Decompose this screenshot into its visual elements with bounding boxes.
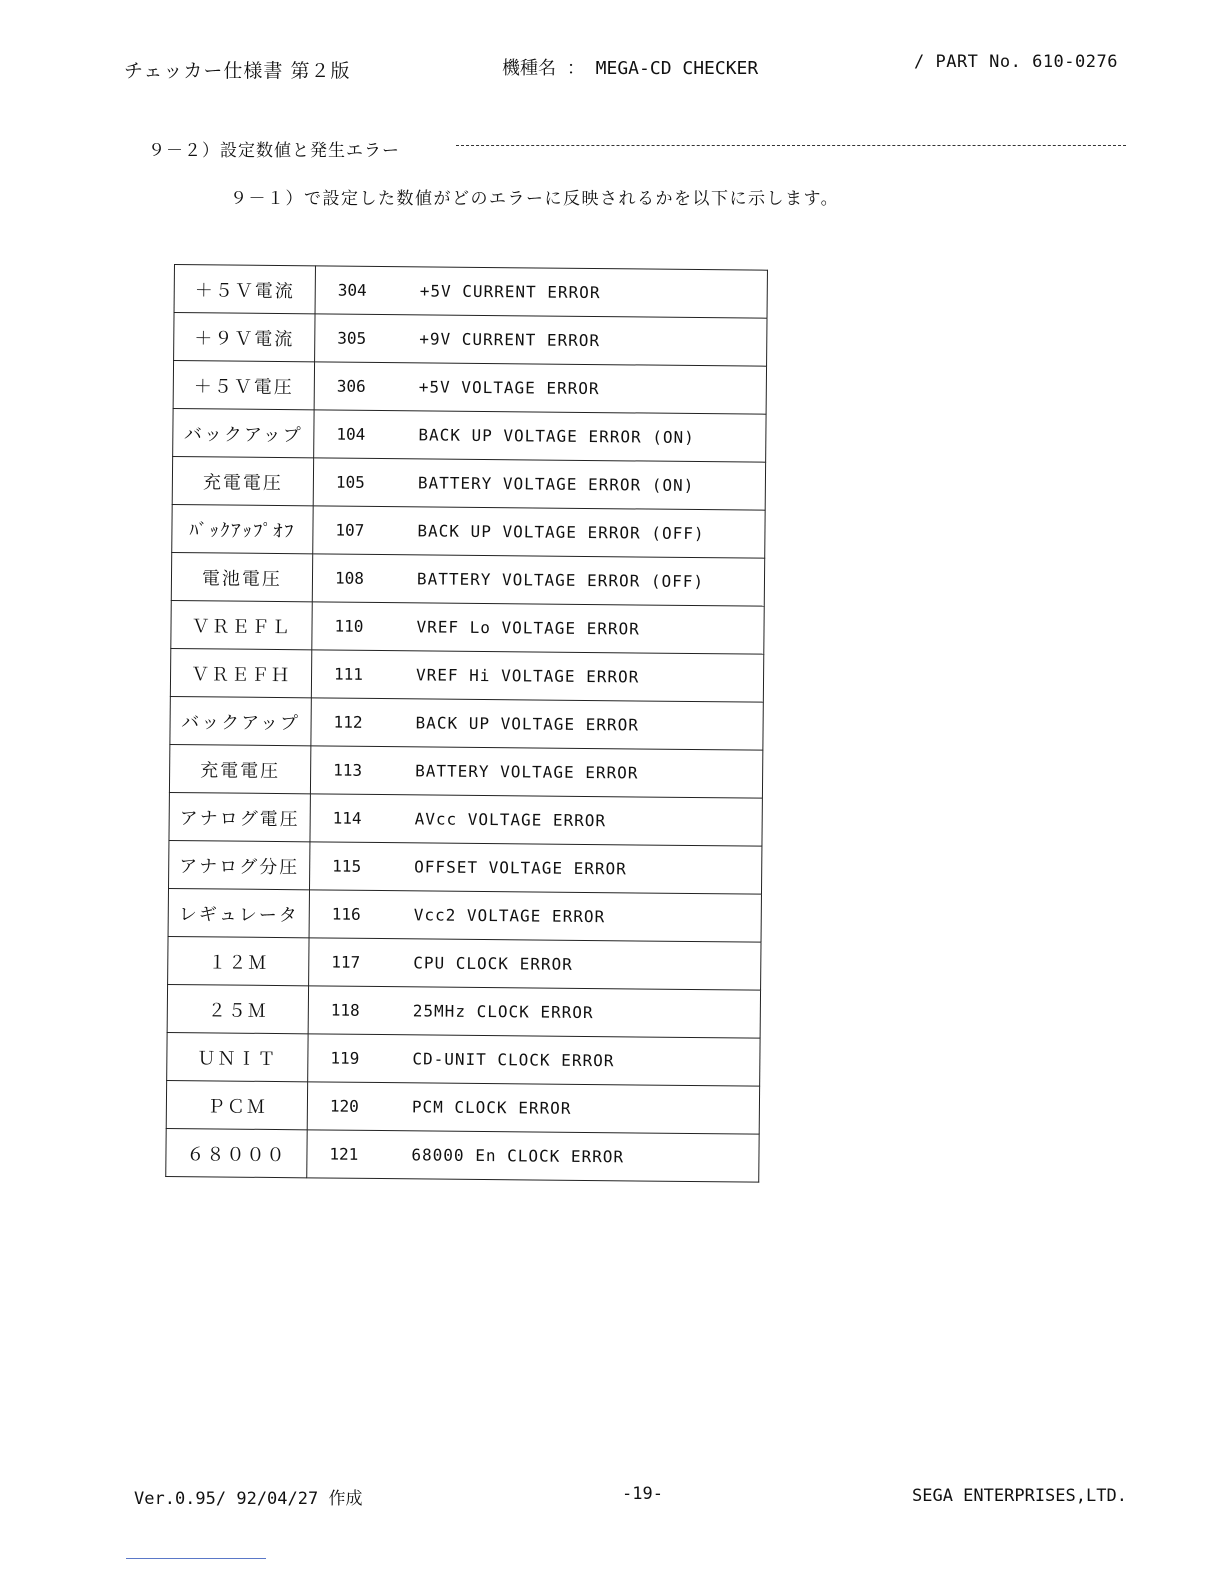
error-message: BATTERY VOLTAGE ERROR (ON): [417, 473, 695, 496]
setting-name-cell: ﾊﾞｯｸｱｯﾌﾟｵﾌ: [172, 504, 313, 553]
table-row: [171, 600, 764, 654]
table-row: [166, 1080, 759, 1134]
error-message: 68000 En CLOCK ERROR: [411, 1145, 625, 1167]
error-cell: [308, 1034, 760, 1086]
setting-name-cell: 充電電圧: [172, 456, 313, 505]
error-code: 306: [336, 376, 366, 396]
table-row: [169, 792, 762, 846]
error-code: 110: [334, 616, 364, 636]
error-cell: [311, 650, 763, 702]
intro-text: ９－１）で設定した数値がどのエラーに反映されるかを以下に示します。: [230, 189, 840, 209]
setting-name-cell: ＶＲＥＦＨ: [170, 648, 311, 697]
error-message: 25MHz CLOCK ERROR: [412, 1001, 594, 1023]
section-heading: ９－２）設定数値と発生エラー: [148, 141, 400, 161]
setting-name-cell: バックアップ: [170, 696, 311, 745]
error-code: 118: [330, 1000, 360, 1020]
error-cell: [310, 746, 762, 798]
setting-name-cell: ＋５Ｖ電流: [174, 265, 315, 314]
footer-line: [126, 1558, 266, 1559]
error-cell: [315, 266, 767, 318]
setting-name-cell: ２５Ｍ: [167, 984, 308, 1033]
table-row: [174, 265, 767, 319]
setting-name-cell: バックアップ: [173, 408, 314, 457]
error-code: 119: [330, 1048, 360, 1068]
table-row: [166, 1128, 759, 1182]
error-code: 112: [333, 712, 363, 732]
setting-name-cell: 充電電圧: [169, 744, 310, 793]
error-cell: [311, 698, 763, 750]
error-cell: [308, 986, 760, 1038]
table-row: [170, 696, 763, 750]
setting-name-cell: ６８０００: [166, 1128, 307, 1177]
error-code: 104: [336, 424, 366, 444]
table-row: [172, 456, 765, 510]
table-row: [170, 648, 763, 702]
error-code: 105: [335, 472, 365, 492]
error-message: CD-UNIT CLOCK ERROR: [412, 1049, 615, 1071]
error-code: 108: [334, 568, 364, 588]
error-code: 116: [331, 904, 361, 924]
setting-name-cell: ＶＲＥＦＬ: [171, 600, 312, 649]
error-code: 117: [331, 952, 361, 972]
table-row: [169, 840, 762, 894]
error-code: 107: [335, 520, 365, 540]
table-row: [167, 984, 760, 1038]
error-message: VREF Lo VOLTAGE ERROR: [416, 617, 640, 639]
error-table: [165, 264, 768, 1183]
error-message: +9V CURRENT ERROR: [419, 329, 601, 351]
error-message: BATTERY VOLTAGE ERROR (OFF): [416, 569, 705, 592]
table-row: [168, 888, 761, 942]
company-name: SEGA ENTERPRISES,LTD.: [912, 1486, 1127, 1506]
document-title: チェッカー仕様書 第２版: [124, 60, 351, 82]
setting-name-cell: ＋５Ｖ電圧: [173, 361, 314, 410]
model-name: 機種名 ： MEGA-CD CHECKER: [502, 58, 759, 79]
part-number: / PART No. 610-0276: [914, 52, 1118, 72]
error-cell: [312, 554, 764, 606]
error-cell: [314, 410, 766, 462]
error-cell: [309, 842, 761, 894]
table-row: [167, 1032, 760, 1086]
error-code: 114: [332, 808, 362, 828]
error-message: +5V CURRENT ERROR: [419, 281, 601, 303]
footer-version: Ver.0.95/ 92/04/27 作成: [134, 1489, 363, 1509]
error-cell: [307, 1082, 759, 1134]
setting-name-cell: １２Ｍ: [168, 936, 309, 985]
table-row: [171, 552, 764, 606]
table-row: [168, 936, 761, 990]
setting-name-cell: アナログ電圧: [169, 792, 310, 841]
table-row: [172, 504, 765, 558]
table-row: [173, 361, 766, 415]
error-cell: [315, 314, 767, 366]
setting-name-cell: 電池電圧: [171, 552, 312, 601]
error-code: 111: [333, 664, 364, 684]
setting-name-cell: ＋９Ｖ電流: [174, 313, 315, 362]
table-row: [173, 408, 766, 462]
error-table-body: [166, 265, 768, 1183]
error-message: OFFSET VOLTAGE ERROR: [414, 857, 627, 879]
error-message: BACK UP VOLTAGE ERROR (ON): [418, 425, 695, 448]
error-message: BATTERY VOLTAGE ERROR: [415, 761, 639, 783]
page-number: -19-: [622, 1484, 663, 1504]
error-cell: [307, 1130, 759, 1182]
error-cell: [314, 362, 766, 414]
table-row: [169, 744, 762, 798]
error-code: 115: [332, 856, 362, 876]
error-cell: [313, 458, 765, 510]
error-cell: [312, 602, 764, 654]
setting-name-cell: アナログ分圧: [169, 840, 310, 889]
error-code: 120: [329, 1096, 359, 1116]
setting-name-cell: ＵＮＩＴ: [167, 1032, 308, 1081]
error-message: +5V VOLTAGE ERROR: [418, 377, 600, 399]
error-message: BACK UP VOLTAGE ERROR: [415, 713, 639, 735]
error-code: 304: [337, 280, 367, 300]
error-message: Vcc2 VOLTAGE ERROR: [413, 905, 606, 927]
table-row: [174, 313, 767, 367]
error-code: 305: [337, 328, 367, 348]
setting-name-cell: ＰＣＭ: [166, 1080, 307, 1129]
error-message: CPU CLOCK ERROR: [413, 953, 573, 974]
error-message: BACK UP VOLTAGE ERROR (OFF): [417, 521, 705, 544]
dashed-rule: [456, 145, 1126, 146]
error-cell: [313, 506, 765, 558]
error-code: 113: [333, 760, 363, 780]
error-message: PCM CLOCK ERROR: [411, 1097, 572, 1118]
error-cell: [309, 938, 761, 990]
setting-name-cell: レギュレータ: [168, 888, 309, 937]
error-code: 121: [329, 1144, 359, 1164]
error-cell: [309, 890, 761, 942]
error-message: VREF Hi VOLTAGE ERROR: [415, 665, 640, 687]
error-message: AVcc VOLTAGE ERROR: [414, 809, 607, 831]
error-cell: [310, 794, 762, 846]
